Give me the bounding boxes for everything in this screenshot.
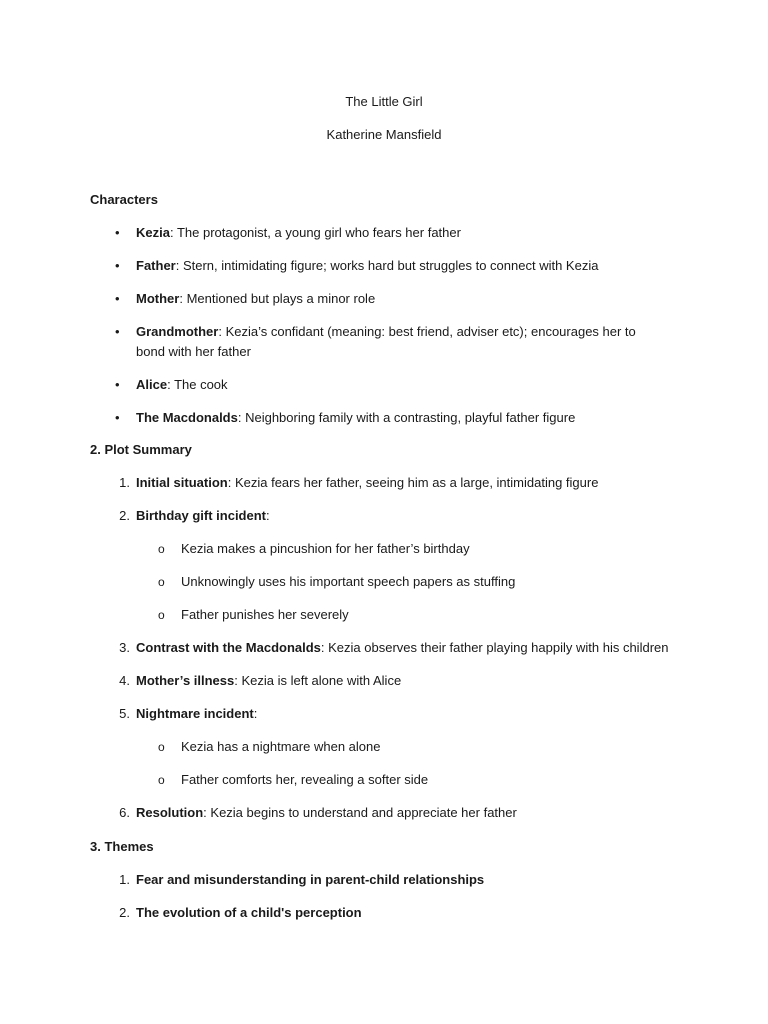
plot-item-name: Birthday gift incident xyxy=(136,508,266,523)
character-item xyxy=(115,408,676,428)
character-item xyxy=(115,223,676,243)
sub-marker: o xyxy=(158,773,165,787)
theme-name: The evolution of a child's perception xyxy=(136,905,362,920)
character-item xyxy=(115,322,666,362)
bullet-marker: • xyxy=(115,324,120,339)
bullet-marker: • xyxy=(115,377,120,392)
plot-item-name: Mother’s illness xyxy=(136,673,235,688)
character-desc: : Neighboring family with a contrasting, playful father figure xyxy=(237,410,576,425)
plot-item-name: Initial situation xyxy=(136,475,228,490)
list-number: 5. xyxy=(119,706,130,721)
list-number: 1. xyxy=(119,475,130,490)
list-number: 2. xyxy=(119,508,130,523)
document-author: Katherine Mansfield xyxy=(326,127,442,142)
character-item xyxy=(115,289,676,309)
character-name: The Macdonalds xyxy=(136,410,238,425)
plot-item xyxy=(119,671,676,691)
plot-sub-text: Kezia has a nightmare when alone xyxy=(181,739,381,754)
bullet-marker: • xyxy=(115,291,120,306)
bullet-marker: • xyxy=(115,258,120,273)
plot-item-desc: : Kezia is left alone with Alice xyxy=(234,673,402,688)
character-desc: : Stern, intimidating figure; works hard but struggles to connect with Kezia xyxy=(175,258,599,273)
character-desc: : Kezia’s confidant (meaning: best friend, adviser etc); encourages her to bond with her father xyxy=(136,324,636,359)
plot-item-name: Contrast with the Macdonalds xyxy=(136,640,321,655)
plot-sub-item xyxy=(158,539,701,559)
plot-item xyxy=(119,704,676,724)
plot-summary-heading: 2. Plot Summary xyxy=(90,442,192,457)
plot-item xyxy=(119,638,696,658)
character-name: Grandmother xyxy=(136,324,219,339)
plot-item-name: Resolution xyxy=(136,805,204,820)
plot-item-desc: : Kezia fears her father, seeing him as a large, intimidating figure xyxy=(227,475,599,490)
character-name: Father xyxy=(136,258,176,273)
sub-marker: o xyxy=(158,575,165,589)
plot-item xyxy=(119,803,676,823)
list-number: 2. xyxy=(119,905,130,920)
plot-item xyxy=(119,473,676,493)
plot-sub-item xyxy=(158,737,701,757)
character-name: Kezia xyxy=(136,225,170,240)
sub-marker: o xyxy=(158,740,165,754)
character-item xyxy=(115,256,676,276)
plot-sub-item xyxy=(158,770,701,790)
sub-marker: o xyxy=(158,608,165,622)
plot-sub-item xyxy=(158,572,701,592)
plot-item-desc: : xyxy=(253,706,258,721)
plot-item-desc: : Kezia begins to understand and appreciate her father xyxy=(203,805,517,820)
list-number: 1. xyxy=(119,872,130,887)
list-number: 4. xyxy=(119,673,130,688)
plot-item-desc: : xyxy=(266,508,270,523)
character-desc: : Mentioned but plays a minor role xyxy=(179,291,376,306)
character-desc: : The protagonist, a young girl who fears her father xyxy=(169,225,461,240)
list-number: 6. xyxy=(119,805,130,820)
bullet-marker: • xyxy=(115,410,120,425)
character-name: Mother xyxy=(136,291,180,306)
bullet-marker: • xyxy=(115,225,120,240)
plot-item xyxy=(119,506,676,526)
theme-name: Fear and misunderstanding in parent-child relationships xyxy=(136,872,485,887)
plot-sub-text: Unknowingly uses his important speech papers as stuffing xyxy=(181,574,516,589)
document-title: The Little Girl xyxy=(345,94,423,109)
plot-sub-item xyxy=(158,605,701,625)
plot-item-desc: : Kezia observes their father playing happily with his children xyxy=(320,640,669,655)
plot-sub-text: Father punishes her severely xyxy=(181,607,349,622)
character-name: Alice xyxy=(136,377,168,392)
character-item xyxy=(115,375,676,395)
character-desc: : The cook xyxy=(167,377,228,392)
list-number: 3. xyxy=(119,640,130,655)
theme-item xyxy=(119,903,676,923)
characters-heading: Characters xyxy=(90,192,158,207)
plot-item-name: Nightmare incident xyxy=(136,706,254,721)
sub-marker: o xyxy=(158,542,165,556)
themes-heading: 3. Themes xyxy=(90,839,154,854)
plot-sub-text: Kezia makes a pincushion for her father’s birthday xyxy=(181,541,470,556)
plot-sub-text: Father comforts her, revealing a softer side xyxy=(181,772,429,787)
theme-item xyxy=(119,870,676,890)
